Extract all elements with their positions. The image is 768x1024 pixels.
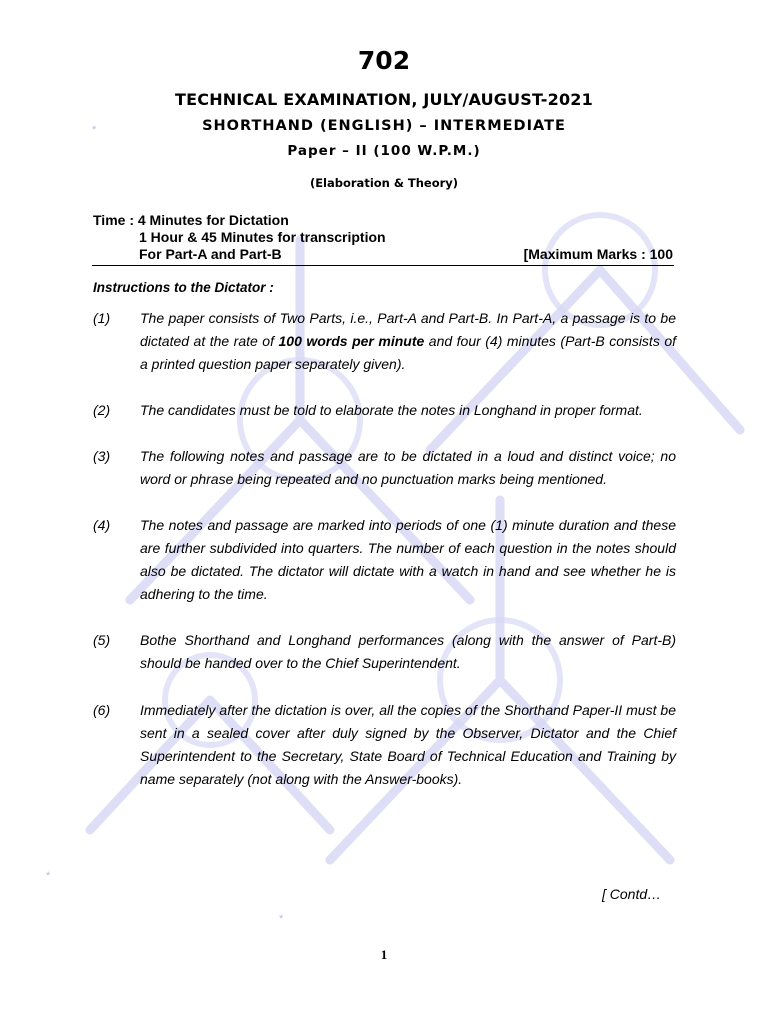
time-parts: For Part-A and Part-B xyxy=(139,246,282,262)
instruction-item-6 xyxy=(93,699,676,791)
instruction-text-part: The paper consists of Two Parts, i.e., Part-A and Part-B. In Part-A, a passage is to be dictated at the rate of xyxy=(140,310,676,349)
instruction-text: The candidates must be told to elaborate the notes in Longhand in proper format. xyxy=(140,402,643,418)
watermark-speck: * xyxy=(279,913,284,925)
instruction-number: (4) xyxy=(93,517,111,533)
instruction-number: (2) xyxy=(93,402,111,418)
instruction-item-1 xyxy=(93,307,676,376)
instruction-text: Bothe Shorthand and Longhand performances (along with the answer of Part-B) should be handed over to the Chief Superintendent. xyxy=(140,632,676,671)
time-parts-row xyxy=(93,246,673,263)
time-dictation: Time : 4 Minutes for Dictation xyxy=(93,212,289,228)
instruction-item-3 xyxy=(93,445,676,491)
exam-title: TECHNICAL EXAMINATION, JULY/AUGUST-2021 xyxy=(175,90,593,109)
section-title: (Elaboration & Theory) xyxy=(309,176,459,190)
time-block xyxy=(93,212,673,263)
page-number: 1 xyxy=(380,947,388,962)
instruction-number: (5) xyxy=(93,632,111,648)
dictation-rate: 100 words per minute xyxy=(278,333,425,349)
instruction-item-2 xyxy=(93,399,676,422)
instruction-text xyxy=(140,307,676,376)
paper-code: 702 xyxy=(357,46,411,75)
instructions-heading: Instructions to the Dictator : xyxy=(93,280,274,295)
instruction-item-5 xyxy=(93,629,676,675)
time-transcription: 1 Hour & 45 Minutes for transcription xyxy=(139,229,386,245)
instruction-number: (6) xyxy=(93,702,111,718)
instruction-text: Immediately after the dictation is over, all the copies of the Shorthand Paper-II must be sent in a sealed cover after duly signed by the Observer, Dictator and the Chief Superintendent to the Secretary, State Board of Technical Education and Training by name separately (not along with the Answer-books). xyxy=(140,702,676,787)
continued-marker: [ Contd… xyxy=(602,886,662,902)
header-divider xyxy=(92,265,674,266)
watermark-speck: * xyxy=(46,870,51,882)
watermark-speck: * xyxy=(92,124,97,136)
instruction-number: (3) xyxy=(93,448,111,464)
instruction-text: The notes and passage are marked into periods of one (1) minute duration and these are further subdivided into quarters. The number of each question in the notes should also be dictated. The dictator will dictate with a watch in hand and see whether he is adhering to the time. xyxy=(140,517,676,602)
subject-title: SHORTHAND (ENGLISH) – INTERMEDIATE xyxy=(202,118,566,134)
instruction-text: The following notes and passage are to be dictated in a loud and distinct voice; no word or phrase being repeated and no punctuation marks being mentioned. xyxy=(140,448,676,487)
instruction-text-part: and four (4) minutes (Part-B consists of a printed question paper separately given). xyxy=(140,333,677,372)
instruction-number: (1) xyxy=(93,310,111,326)
paper-title: Paper – II (100 W.P.M.) xyxy=(287,143,481,159)
instruction-item-4 xyxy=(93,514,676,606)
maximum-marks: [Maximum Marks : 100 xyxy=(523,246,673,262)
